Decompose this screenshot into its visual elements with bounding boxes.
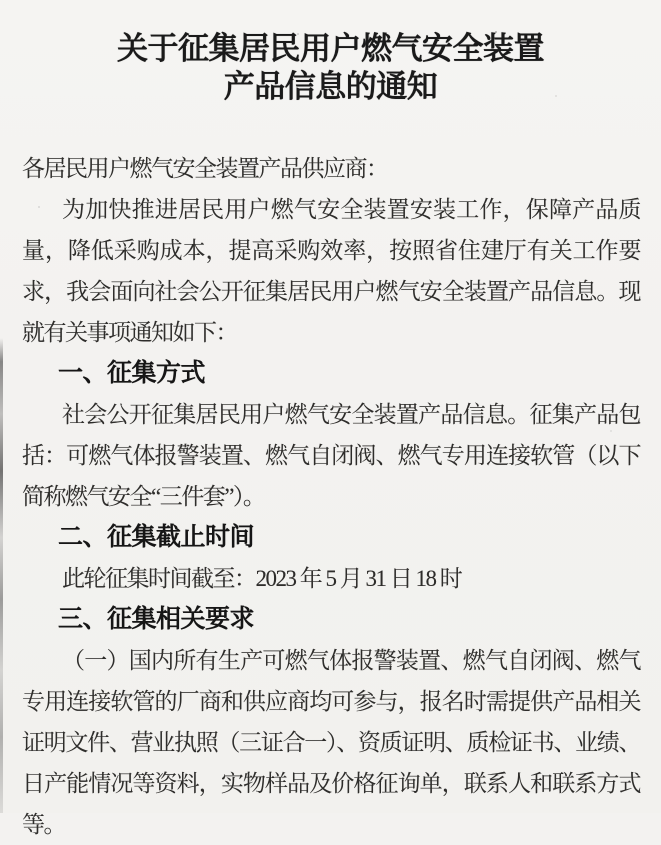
section-1-heading: 一、征集方式: [58, 359, 206, 387]
document-title: [0, 30, 661, 106]
section-1-body: 社会公开征集居民用户燃气安全装置产品信息。征集产品包括：可燃气体报警装置、燃气自闭阀、燃气专用连接软管（以下简称燃气安全“三件套”）。: [22, 402, 640, 509]
document-title-line-1: 关于征集居民用户燃气安全装置: [117, 31, 544, 66]
section-2-body: 此轮征集时间截至：2023 年 5 月 31 日 18 时: [62, 566, 462, 591]
section-2-heading: 二、征集截止时间: [58, 523, 255, 551]
section-3-body: （一）国内所有生产可燃气体报警装置、燃气自闭阀、燃气专用连接软管的厂商和供应商均可参与，报名时需提供产品相关证明文件、营业执照（三证合一）、资质证明、质检证书、业绩、日产能情况等资料，实物样品及价格征询单，联系人和联系方式等。: [22, 648, 640, 837]
scan-edge-artifact: [0, 338, 3, 813]
scan-noise-specks: [0, 0, 2, 2]
salutation: 各居民用户燃气安全装置产品供应商：: [22, 156, 388, 181]
document-body: [22, 148, 640, 845]
intro-paragraph: 为加快推进居民用户燃气安全装置安装工作，保障产品质量，降低采购成本，提高采购效率，按照省住建厅有关工作要求，我会面向社会公开征集居民用户燃气安全装置产品信息。现就有关事项通知如下：: [22, 197, 640, 345]
document-title-line-2: 产品信息的通知: [223, 69, 438, 104]
section-3-heading: 三、征集相关要求: [58, 605, 255, 633]
